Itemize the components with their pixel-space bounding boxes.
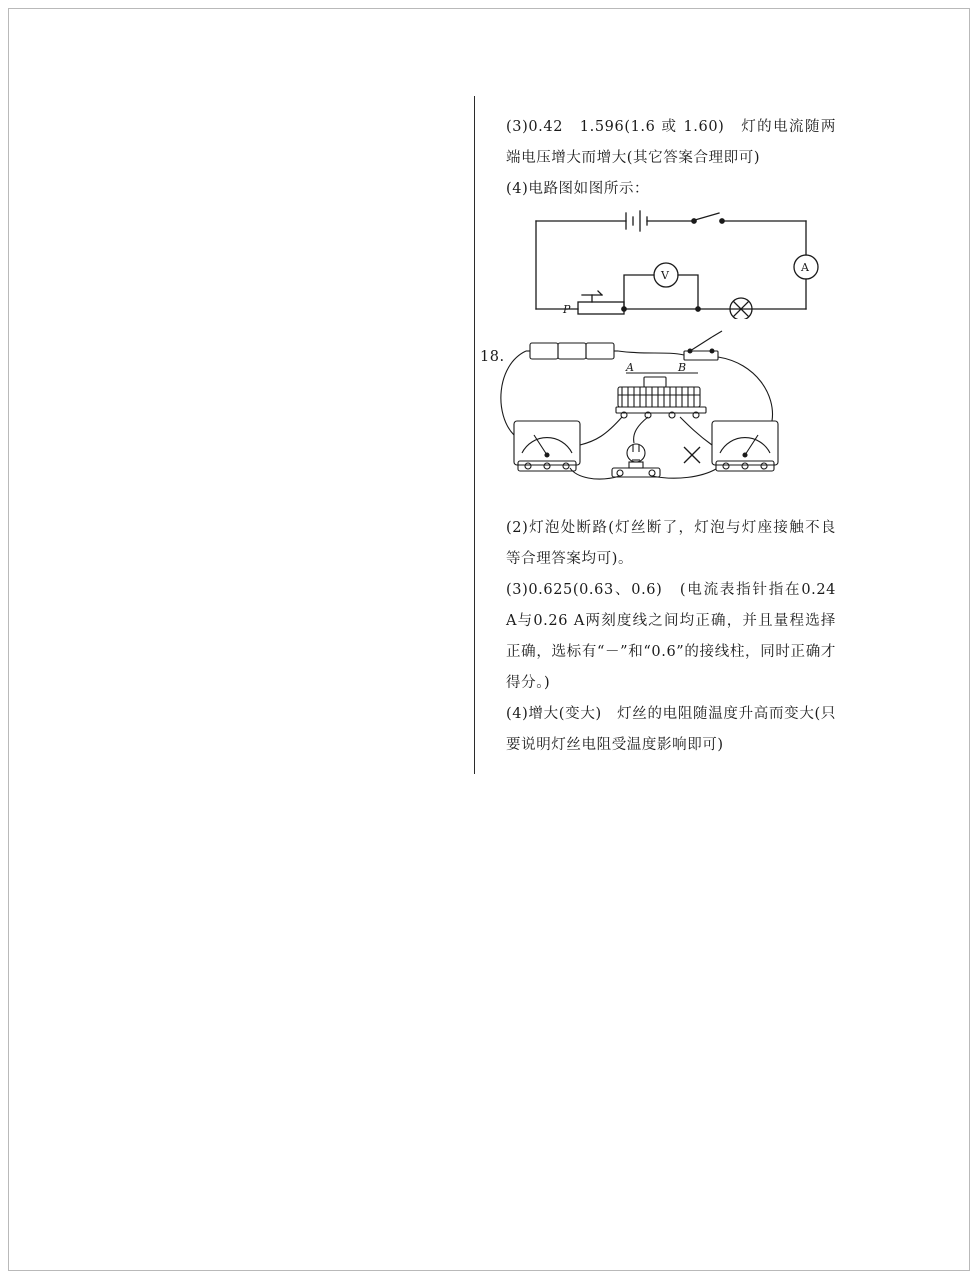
voltmeter-label: V (661, 269, 669, 282)
break-mark (684, 447, 700, 463)
answer-item-4b: (4)增大(变大) 灯丝的电阻随温度升高而变大(只要说明灯丝电阻受温度影响即可) (506, 706, 836, 753)
answer-item-3a: (3)0.42 1.596(1.6 或 1.60) 灯的电流随两端电压增大而增大(其它答案合理即可) (506, 119, 836, 166)
ammeter-meter (514, 421, 580, 471)
ammeter-label: A (801, 261, 809, 274)
question-number: 18. (480, 349, 505, 365)
answer-item-4-intro: (4)电路图如图所示： (506, 181, 650, 197)
answer-item-2: (2)灯泡处断路(灯丝断了，灯泡与灯座接触不良等合理答案均可)。 (506, 520, 836, 567)
battery-symbol (626, 211, 647, 231)
rheostat-part (616, 373, 706, 418)
switch-symbol (692, 213, 724, 223)
answer-item-3b: (3)0.625(0.63、0.6) (电流表指针指在0.24 A与0.26 A两刻度线之间均正确，并且量程选择正确，选标有“－”和“0.6”的接线柱，同时正确才得分。) (506, 582, 836, 691)
label-B: B (678, 361, 687, 374)
answer-column (506, 112, 836, 761)
apparatus-diagram (466, 325, 826, 505)
apparatus-svg (466, 325, 826, 505)
label-A: A (626, 361, 634, 374)
switch-part (684, 331, 722, 360)
circuit-diagram (506, 209, 836, 319)
rheostat-symbol (578, 291, 624, 314)
voltmeter-meter (712, 421, 778, 471)
circuit-schematic-svg (506, 209, 836, 319)
battery-pack (526, 343, 618, 359)
rheostat-label: P (563, 303, 571, 316)
lamp-holder (612, 444, 660, 477)
